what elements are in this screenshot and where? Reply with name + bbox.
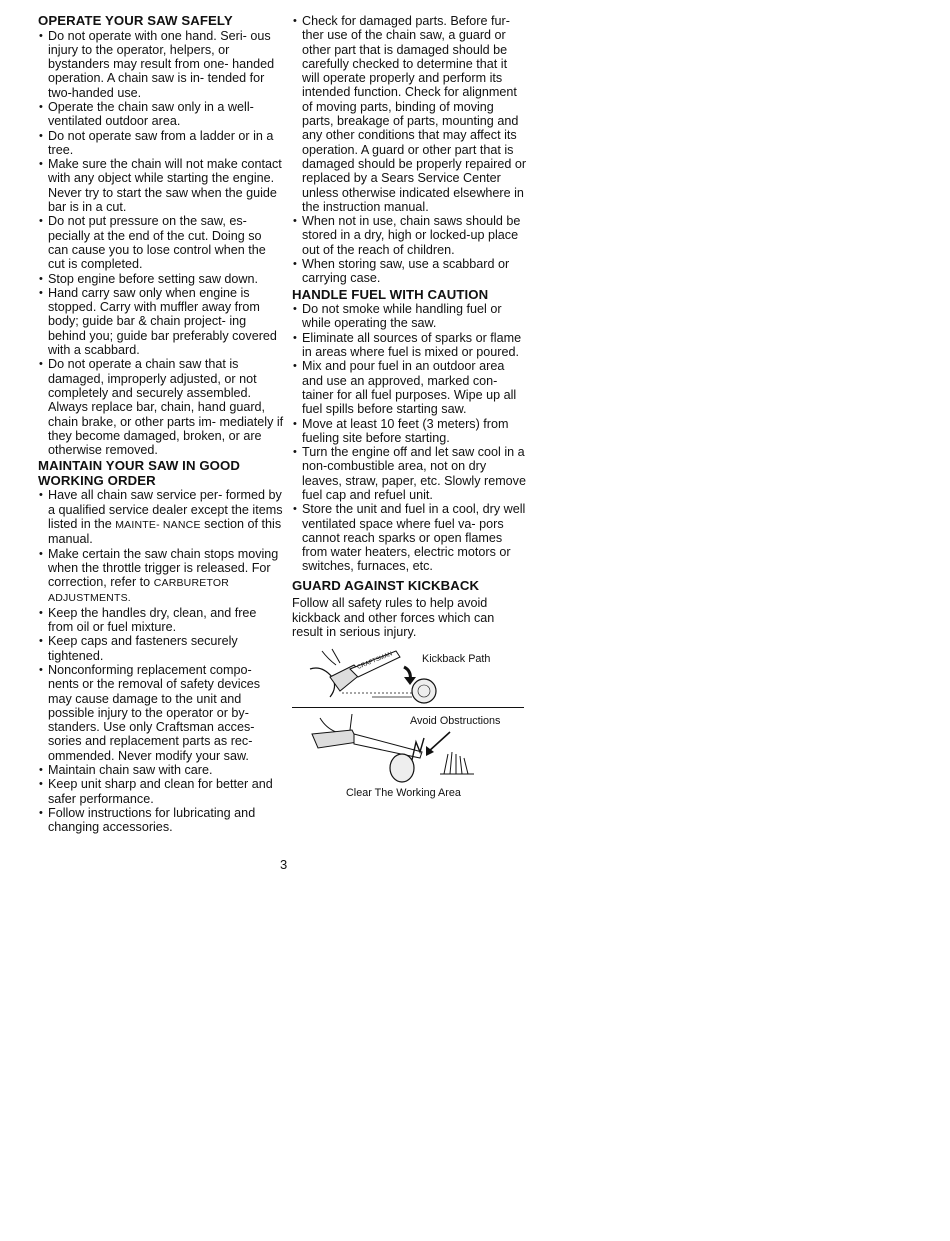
kickback-path-label: Kickback Path	[422, 653, 491, 666]
list-item: • Mix and pour fuel in an outdoor area and use an approved, marked con- tainer for all fuel purposes. Wipe up all fuel spills before starting saw.	[292, 359, 528, 416]
kickback-intro: Follow all safety rules to help avoid kickback and other forces which can result in serious injury.	[292, 596, 495, 639]
list-item: • Store the unit and fuel in a cool, dry well ventilated space where fuel va- pors cannot reach sparks or open flames from water heaters, electric motors or switches, furnaces, etc.	[292, 502, 528, 573]
saw-brand-text: CRAFTSMAN	[356, 651, 394, 672]
list-item: • Hand carry saw only when engine is stopped. Carry with muffler away from body; guide bar & chain project- ing behind you; guide bar preferably covered with a scabbard.	[38, 286, 284, 357]
list-item: • Do not operate saw from a ladder or in a tree.	[38, 129, 284, 158]
list-item: • Check for damaged parts. Before fur- ther use of the chain saw, a guard or other part that is damaged should be carefully checked to determine that it will operate properly and perform its intended function. Check for alignment of moving parts, binding of moving parts, breakage of parts, mounting and any other conditions that may affect its operation. A guard or other part that is damaged should be properly repaired or replaced by a Sears Service Center unless otherwise indicated elsewhere in the instruction manual.	[292, 14, 528, 214]
list-item: • When not in use, chain saws should be stored in a dry, high or locked-up place out of the reach of children.	[292, 214, 528, 257]
list-item: • Eliminate all sources of sparks or flame in areas where fuel is mixed or poured.	[292, 331, 528, 360]
reference-maintenance: MAINTE- NANCE	[115, 519, 201, 531]
text-run: Have all chain saw service per- formed by a qualified service dealer except the items listed in the	[48, 488, 283, 531]
section-title-operate-safely: OPERATE YOUR SAW SAFELY	[38, 13, 233, 28]
fuel-list	[292, 302, 528, 574]
kickback-saw-illustration	[292, 647, 528, 705]
operate-safely-list	[38, 29, 284, 458]
list-item: • Make sure the chain will not make contact with any object while starting the engine. Never try to start the saw when the guide bar is in a cut.	[38, 157, 284, 214]
text-run: Make certain the saw chain stops moving when the throttle trigger is released. For correction, refer to	[48, 546, 279, 590]
kickback-path-figure	[292, 647, 528, 705]
list-item: • Do not smoke while handling fuel or while operating the saw.	[292, 302, 528, 331]
list-item: • Do not operate a chain saw that is damaged, improperly adjusted, or not completely and securely assembled. Always replace bar, chain, hand guard, chain brake, or other parts im- mediately if they become damaged, broken, or are otherwise removed.	[38, 357, 284, 457]
list-item: • Nonconforming replacement compo- nents or the removal of safety devices may cause damage to the unit and possible injury to the operator or by- standers. Use only Craftsman acces- sories and replacement parts as rec- ommended. Never modify your saw.	[38, 663, 284, 763]
section-title-maintain: MAINTAIN YOUR SAW IN GOOD WORKING ORDER	[38, 458, 241, 488]
section-title-kickback: GUARD AGAINST KICKBACK	[292, 577, 480, 593]
list-item: • Keep caps and fasteners securely tightened.	[38, 634, 284, 663]
list-item: • Do not operate with one hand. Seri- ous injury to the operator, helpers, or bystanders may result from one- handed operation. A chain saw is in- tended for two-handed use.	[38, 29, 284, 100]
list-item: • Operate the chain saw only in a well- ventilated outdoor area.	[38, 100, 284, 129]
list-item	[38, 488, 284, 546]
clear-working-area-label: Clear The Working Area	[346, 787, 461, 800]
avoid-obstructions-label: Avoid Obstructions	[410, 715, 501, 728]
list-item: • When storing saw, use a scabbard or carrying case.	[292, 257, 528, 286]
right-column	[292, 14, 528, 800]
list-item: • Turn the engine off and let saw cool in a non-combustible area, not on dry leaves, straw, paper, etc. Slowly remove fuel cap and refuel unit.	[292, 445, 528, 502]
section-title-fuel: HANDLE FUEL WITH CAUTION	[292, 286, 489, 302]
avoid-obstructions-figure	[292, 708, 528, 800]
text-run: section of this manual.	[48, 517, 282, 547]
list-item: • Keep unit sharp and clean for better and safer performance.	[38, 777, 284, 806]
inspection-list	[292, 14, 528, 286]
left-column	[38, 14, 284, 835]
reference-carburetor: CARBURETOR ADJUSTMENTS.	[48, 577, 230, 605]
list-item: • Follow instructions for lubricating and changing accessories.	[38, 806, 284, 835]
list-item	[38, 547, 284, 606]
list-item: • Keep the handles dry, clean, and free from oil or fuel mixture.	[38, 606, 284, 635]
list-item: • Stop engine before setting saw down.	[38, 272, 284, 286]
page-number: 3	[280, 857, 288, 872]
kickback-illustrations	[292, 647, 528, 800]
list-item: • Move at least 10 feet (3 meters) from fueling site before starting.	[292, 417, 528, 446]
list-item: • Do not put pressure on the saw, es- pecially at the end of the cut. Doing so can cause you to lose control when the cut is completed.	[38, 214, 284, 271]
maintain-list	[38, 488, 284, 834]
list-item: • Maintain chain saw with care.	[38, 763, 284, 777]
